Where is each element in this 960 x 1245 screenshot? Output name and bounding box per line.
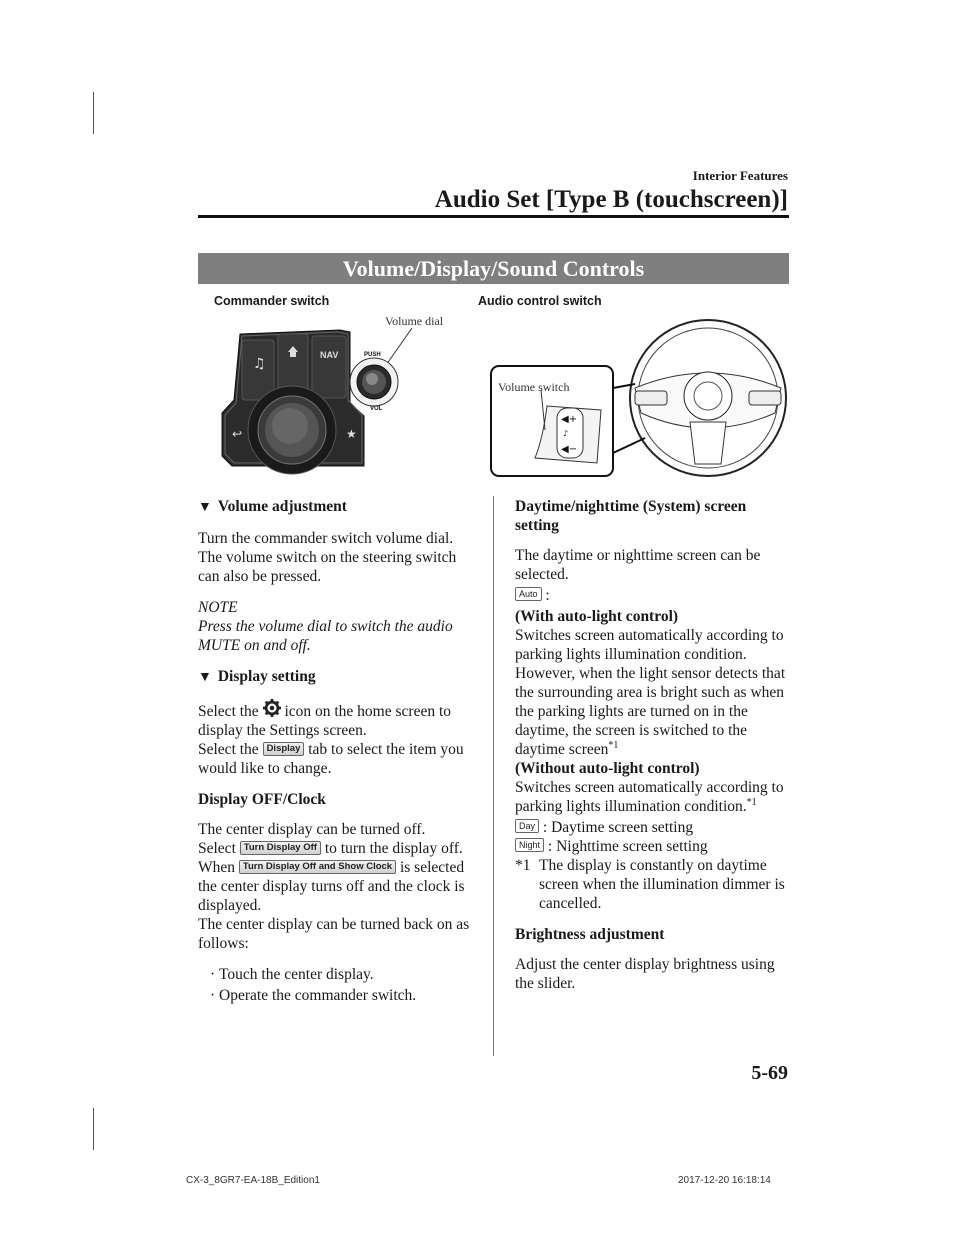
text-fragment: Select: [198, 840, 236, 857]
with-auto-light-title: (With auto-light control): [515, 608, 679, 625]
volume-switch-label: Volume switch: [498, 380, 570, 394]
svg-text:♫: ♫: [253, 356, 266, 372]
daynight-paragraph: The daytime or nighttime screen can be selected.: [515, 547, 761, 583]
page-number: 5-69: [751, 1062, 788, 1084]
turn-display-off-show-clock-chip: Turn Display Off and Show Clock: [239, 860, 396, 874]
crop-mark: [93, 92, 94, 134]
display-tab-chip: Display: [263, 742, 305, 756]
text-fragment: icon on the home screen to display the Settings screen.: [198, 703, 452, 739]
footnote-mark: *1: [515, 857, 531, 874]
heading-triangle-icon: ▼: [198, 500, 212, 515]
without-auto-light-text: [515, 778, 790, 816]
footnote-ref: *1: [608, 739, 619, 751]
volume-dial-label: Volume dial: [385, 314, 444, 328]
auto-chip: Auto: [515, 587, 542, 601]
text-fragment: is selected the center display turns off and the clock is displayed.: [198, 859, 465, 914]
text-fragment: :: [545, 587, 550, 604]
text-fragment: Select the: [198, 703, 259, 720]
svg-text:◀−: ◀−: [561, 444, 578, 455]
svg-text:◀+: ◀+: [561, 414, 578, 425]
night-option: [515, 837, 790, 856]
column-divider: [493, 496, 494, 1056]
steering-wheel-illustration: [485, 318, 790, 483]
section-name: Interior Features: [692, 168, 788, 183]
text-fragment: When: [198, 859, 236, 876]
crop-mark: [93, 1108, 94, 1150]
without-auto-light-title: (Without auto-light control): [515, 760, 700, 777]
text-fragment: tab to select the item you would like to change.: [198, 741, 464, 777]
text-fragment: : Nighttime screen setting: [547, 838, 708, 855]
push-label: PUSH: [364, 352, 381, 358]
day-chip: Day: [515, 819, 539, 833]
list-item-text: Touch the center display.: [219, 966, 374, 983]
page-title: Audio Set [Type B (touchscreen)]: [434, 186, 788, 213]
commander-figure-caption: Commander switch: [214, 294, 330, 308]
note-text: Press the volume dial to switch the audio MUTE on and off.: [198, 618, 453, 654]
heading-text: Display setting: [217, 668, 316, 685]
off-clock-paragraph-4: The center display can be turned back on as follows:: [198, 916, 470, 952]
text-fragment: Switches screen automatically according to parking lights illumination condition. However, when the light sensor detects that the surrounding area is bright such as when the parking lights are turned on in the daytime, the screen is switched to the daytime screen: [515, 627, 786, 758]
text-fragment: to turn the display off.: [324, 840, 463, 857]
left-column: [198, 497, 480, 1007]
off-clock-paragraph-3: [198, 858, 480, 915]
off-clock-paragraph-1: The center display can be turned off.: [198, 821, 426, 838]
brightness-paragraph: Adjust the center display brightness using the slider.: [515, 956, 775, 992]
footnote-text: The display is constantly on daytime screen when the illumination dimmer is cancelled.: [539, 857, 785, 912]
svg-text:★: ★: [346, 427, 357, 441]
settings-gear-icon: [263, 699, 281, 717]
list-item: · Touch the center display.: [210, 966, 374, 983]
footer-timestamp: 2017-12-20 16:18:14: [678, 1175, 771, 1186]
display-paragraph-2: [198, 740, 480, 778]
auto-option: [515, 586, 790, 605]
with-auto-light-text: [515, 626, 790, 759]
right-column: [515, 497, 790, 1001]
commander-switch-illustration: [212, 318, 462, 478]
svg-text:♪: ♪: [563, 429, 569, 438]
section-banner: Volume/Display/Sound Controls: [198, 253, 789, 284]
volume-adjustment-heading: [198, 497, 480, 517]
text-fragment: Switches screen automatically according to parking lights illumination condition.: [515, 779, 784, 815]
day-option: [515, 818, 790, 837]
text-fragment: Select the: [198, 741, 259, 758]
note-label: NOTE: [198, 599, 238, 616]
nav-button: NAV: [320, 350, 339, 360]
volume-paragraph: Turn the commander switch volume dial. The volume switch on the steering switch can also be pressed.: [198, 530, 457, 585]
list-item-text: Operate the commander switch.: [219, 987, 417, 1004]
footnote: [515, 856, 790, 913]
off-clock-paragraph-2: [198, 839, 480, 858]
heading-text: Volume adjustment: [217, 498, 347, 515]
brightness-subheading: Brightness adjustment: [515, 926, 665, 943]
text-fragment: : Daytime screen setting: [542, 819, 694, 836]
daytime-nighttime-subheading: Daytime/nighttime (System) screen setting: [515, 498, 747, 534]
header-rule: [198, 215, 789, 218]
night-chip: Night: [515, 838, 544, 852]
footnote-ref: *1: [746, 796, 757, 808]
svg-text:↩: ↩: [232, 427, 243, 441]
footer-doc-id: CX-3_8GR7-EA-18B_Edition1: [186, 1175, 320, 1186]
list-item: · Operate the commander switch.: [210, 987, 417, 1004]
audio-figure-caption: Audio control switch: [478, 294, 602, 308]
heading-triangle-icon: ▼: [198, 670, 212, 685]
display-setting-heading: [198, 667, 480, 687]
vol-label: VOL: [370, 406, 383, 412]
display-off-clock-subheading: Display OFF/Clock: [198, 791, 326, 808]
display-paragraph-1: [198, 699, 480, 740]
turn-display-off-chip: Turn Display Off: [240, 841, 321, 855]
